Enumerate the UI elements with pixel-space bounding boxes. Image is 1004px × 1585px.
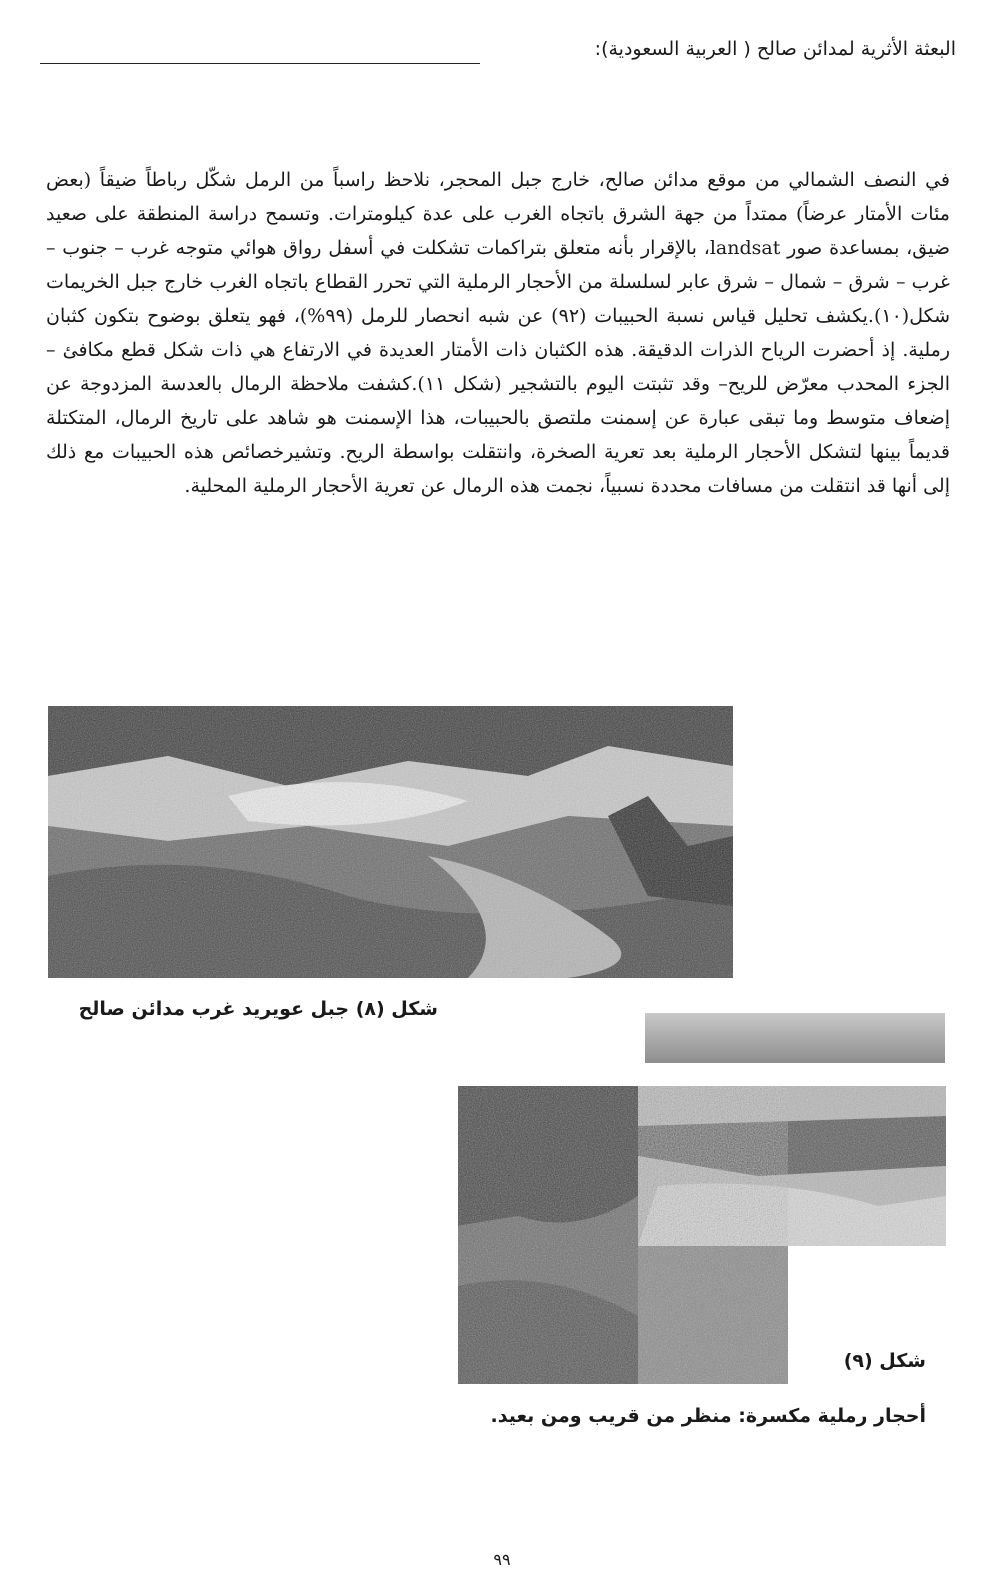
page-number: ٩٩ [493,1550,511,1569]
figure-9-photo [458,1086,946,1384]
page-header [40,38,956,78]
header-rule [40,63,480,64]
body-paragraph: في النصف الشمالي من موقع مدائن صالح، خارج جبل المحجر، نلاحظ راسباً من الرمل شكّل رباطاً ضيقاً (بعض مئات الأمتار عرضاً) ممتداً من جهة الشرق باتجاه الغرب على عدة كيلومترات. وتسمح دراسة المنطقة على صعيد ضيق، بمساعدة صور landsat، بالإقرار بأنه متعلق بتراكمات تشكلت في أسفل رواق هوائي متوجه غرب – جنوب – غرب – شرق – شمال – شرق عابر لسلسلة من الأحجار الرملية التي تحرر القطاع باتجاه الغرب خارج جبل الخريمات شكل(١٠).يكشف تحليل قياس نسبة الحبيبات (٩٢) عن شبه انحصار للرمل (٩٩%)، فهو يتعلق بوضوح بتكون كثبان رملية. إذ أحضرت الرياح الذرات الدقيقة. هذه الكثبان ذات الأمتار العديدة في الارتفاع هي ذات شكل قطع مكافئ – الجزء المحدب معرّض للريح– وقد تثبتت اليوم بالتشجير (شكل ١١).كشفت ملاحظة الرمال بالعدسة المزدوجة عن إضعاف متوسط وما تبقى عبارة عن إسمنت ملتصق بالحبيبات، هذا الإسمنت هو شاهد على تاريخ الرمال، المتكتلة قديماً بينها لتشكل الأحجار الرملية بعد تعرية الصخرة، وانتقلت بواسطة الريح. وتشيرخصائص هذه الحبيبات مع ذلك إلى أنها قد انتقلت من مسافات محددة نسبياً، نجمت هذه الرمال عن تعرية الأحجار الرملية المحلية. [46,169,950,497]
figure-9-caption: أحجار رملية مكسرة: منظر من قريب ومن بعيد. [490,1405,926,1427]
figure-9-strip [645,1013,945,1063]
header-title: البعثة الأثرية لمدائن صالح ( العربية السعودية): [594,38,956,60]
figure-8-caption: شكل (٨) جبل عويريد غرب مدائن صالح [78,998,438,1020]
figure-9-label: شكل (٩) [843,1350,926,1372]
figure-8-photo [48,706,733,978]
